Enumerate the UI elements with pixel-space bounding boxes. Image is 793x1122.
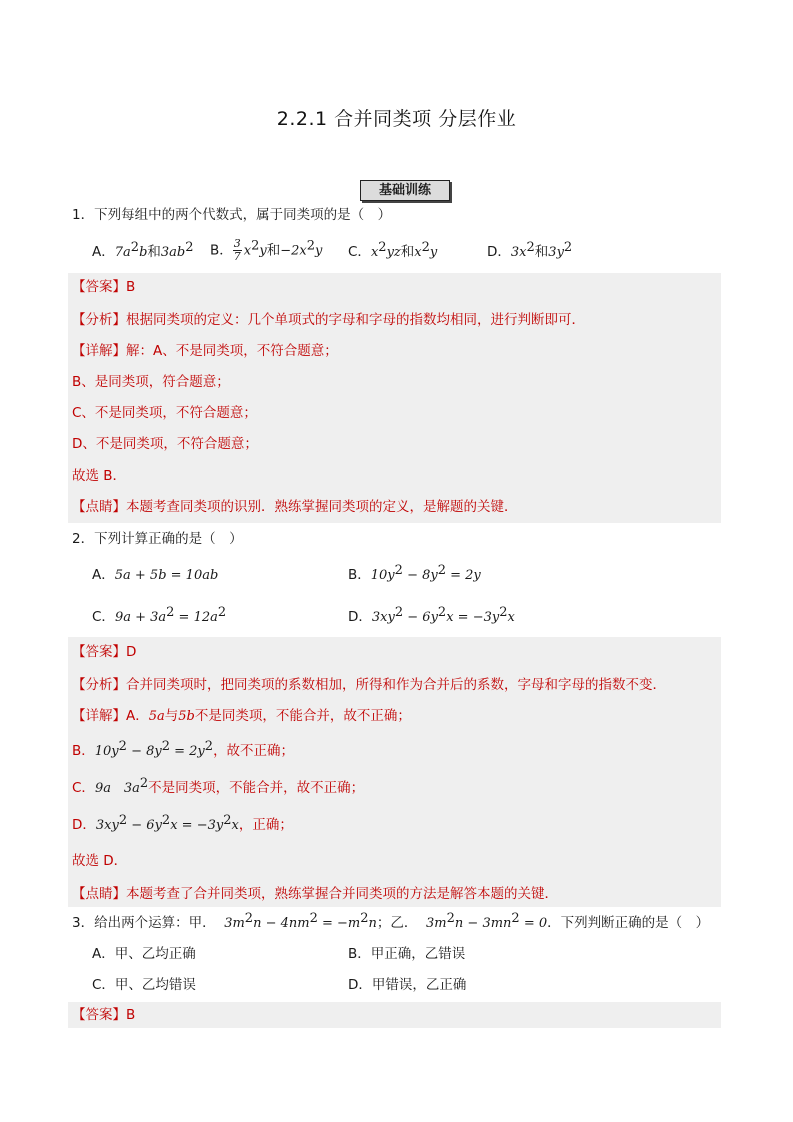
- q1-stem: 1．下列每组中的两个代数式，属于同类项的是（ ）: [72, 207, 392, 223]
- document-title: 2.2.1 合并同类项 分层作业: [276, 108, 517, 130]
- section-label: 基础训练: [360, 180, 450, 201]
- q3-option-a: A．甲、乙均正确: [92, 946, 196, 962]
- q2-option-a: A．5a + 5b = 10ab: [92, 567, 219, 583]
- q1-detail-1: 【详解】解：A、不是同类项，不符合题意；: [72, 343, 338, 359]
- q2-detail-2: B．$10y^2 - 8y^2 = 2y^2$，故不正确；: [72, 739, 295, 759]
- q1-option-a: A．$7a^2b$和$3ab^2$: [92, 240, 194, 260]
- q2-option-c: C．$9a + 3a^2 = 12a^2$: [92, 605, 227, 625]
- q2-analysis: 【分析】合并同类项时，把同类项的系数相加，所得和作为合并后的系数，字母和字母的指数不变．: [72, 677, 666, 693]
- q2-answer: 【答案】D: [72, 644, 137, 660]
- q3-answer: 【答案】B: [72, 1007, 136, 1023]
- q3-option-d: D．甲错误，乙正确: [348, 977, 467, 993]
- q1-option-b: B． $\frac{3}{7}$ $x^2y$和$-2x^2y$: [210, 237, 323, 263]
- q1-point: 【点睛】本题考查同类项的识别．熟练掌握同类项的定义，是解题的关键．: [72, 499, 518, 515]
- q2-detail-1: 【详解】A．5a与5b不是同类项，不能合并，故不正确；: [72, 708, 411, 724]
- q1-analysis: 【分析】根据同类项的定义：几个单项式的字母和字母的指数均相同，进行判断即可．: [72, 312, 585, 328]
- q2-conclusion: 故选 D．: [72, 853, 128, 869]
- q2-option-b: B．$10y^2 - 8y^2 = 2y$: [348, 563, 481, 583]
- q2-stem: 2．下列计算正确的是（ ）: [72, 531, 243, 547]
- q3-stem: 3．给出两个运算：甲． $3m^2n - 4nm^2 = -m^2n$；乙． $3m^2n - 3mn^2 = 0$．下列判断正确的是（ ）: [72, 911, 710, 931]
- q1-option-c: C．$x^2yz$和$x^2y$: [348, 240, 438, 260]
- q1-answer: 【答案】B: [72, 279, 136, 295]
- q3-solution-box: [68, 1002, 721, 1028]
- q1-detail-3: C、不是同类项，不符合题意；: [72, 405, 257, 421]
- q2-option-d: D．$3xy^2 - 6y^2x = -3y^2x$: [348, 605, 515, 625]
- q3-option-c: C．甲、乙均错误: [92, 977, 196, 993]
- q1-option-d: D．$3x^2$和$3y^2$: [487, 240, 573, 260]
- q1-detail-4: D、不是同类项，不符合题意；: [72, 436, 258, 452]
- q1-conclusion: 故选 B．: [72, 468, 127, 484]
- q2-detail-3: C．9a $3a^2$不是同类项，不能合并，故不正确；: [72, 776, 365, 796]
- fraction: $\frac{3}{7}$: [233, 237, 241, 263]
- q3-option-b: B．甲正确，乙错误: [348, 946, 466, 962]
- q2-point: 【点睛】本题考查了合并同类项，熟练掌握合并同类项的方法是解答本题的关键．: [72, 886, 558, 902]
- q1-detail-2: B、是同类项，符合题意；: [72, 374, 230, 390]
- q2-detail-4: D．$3xy^2 - 6y^2x = -3y^2x$，正确；: [72, 813, 293, 833]
